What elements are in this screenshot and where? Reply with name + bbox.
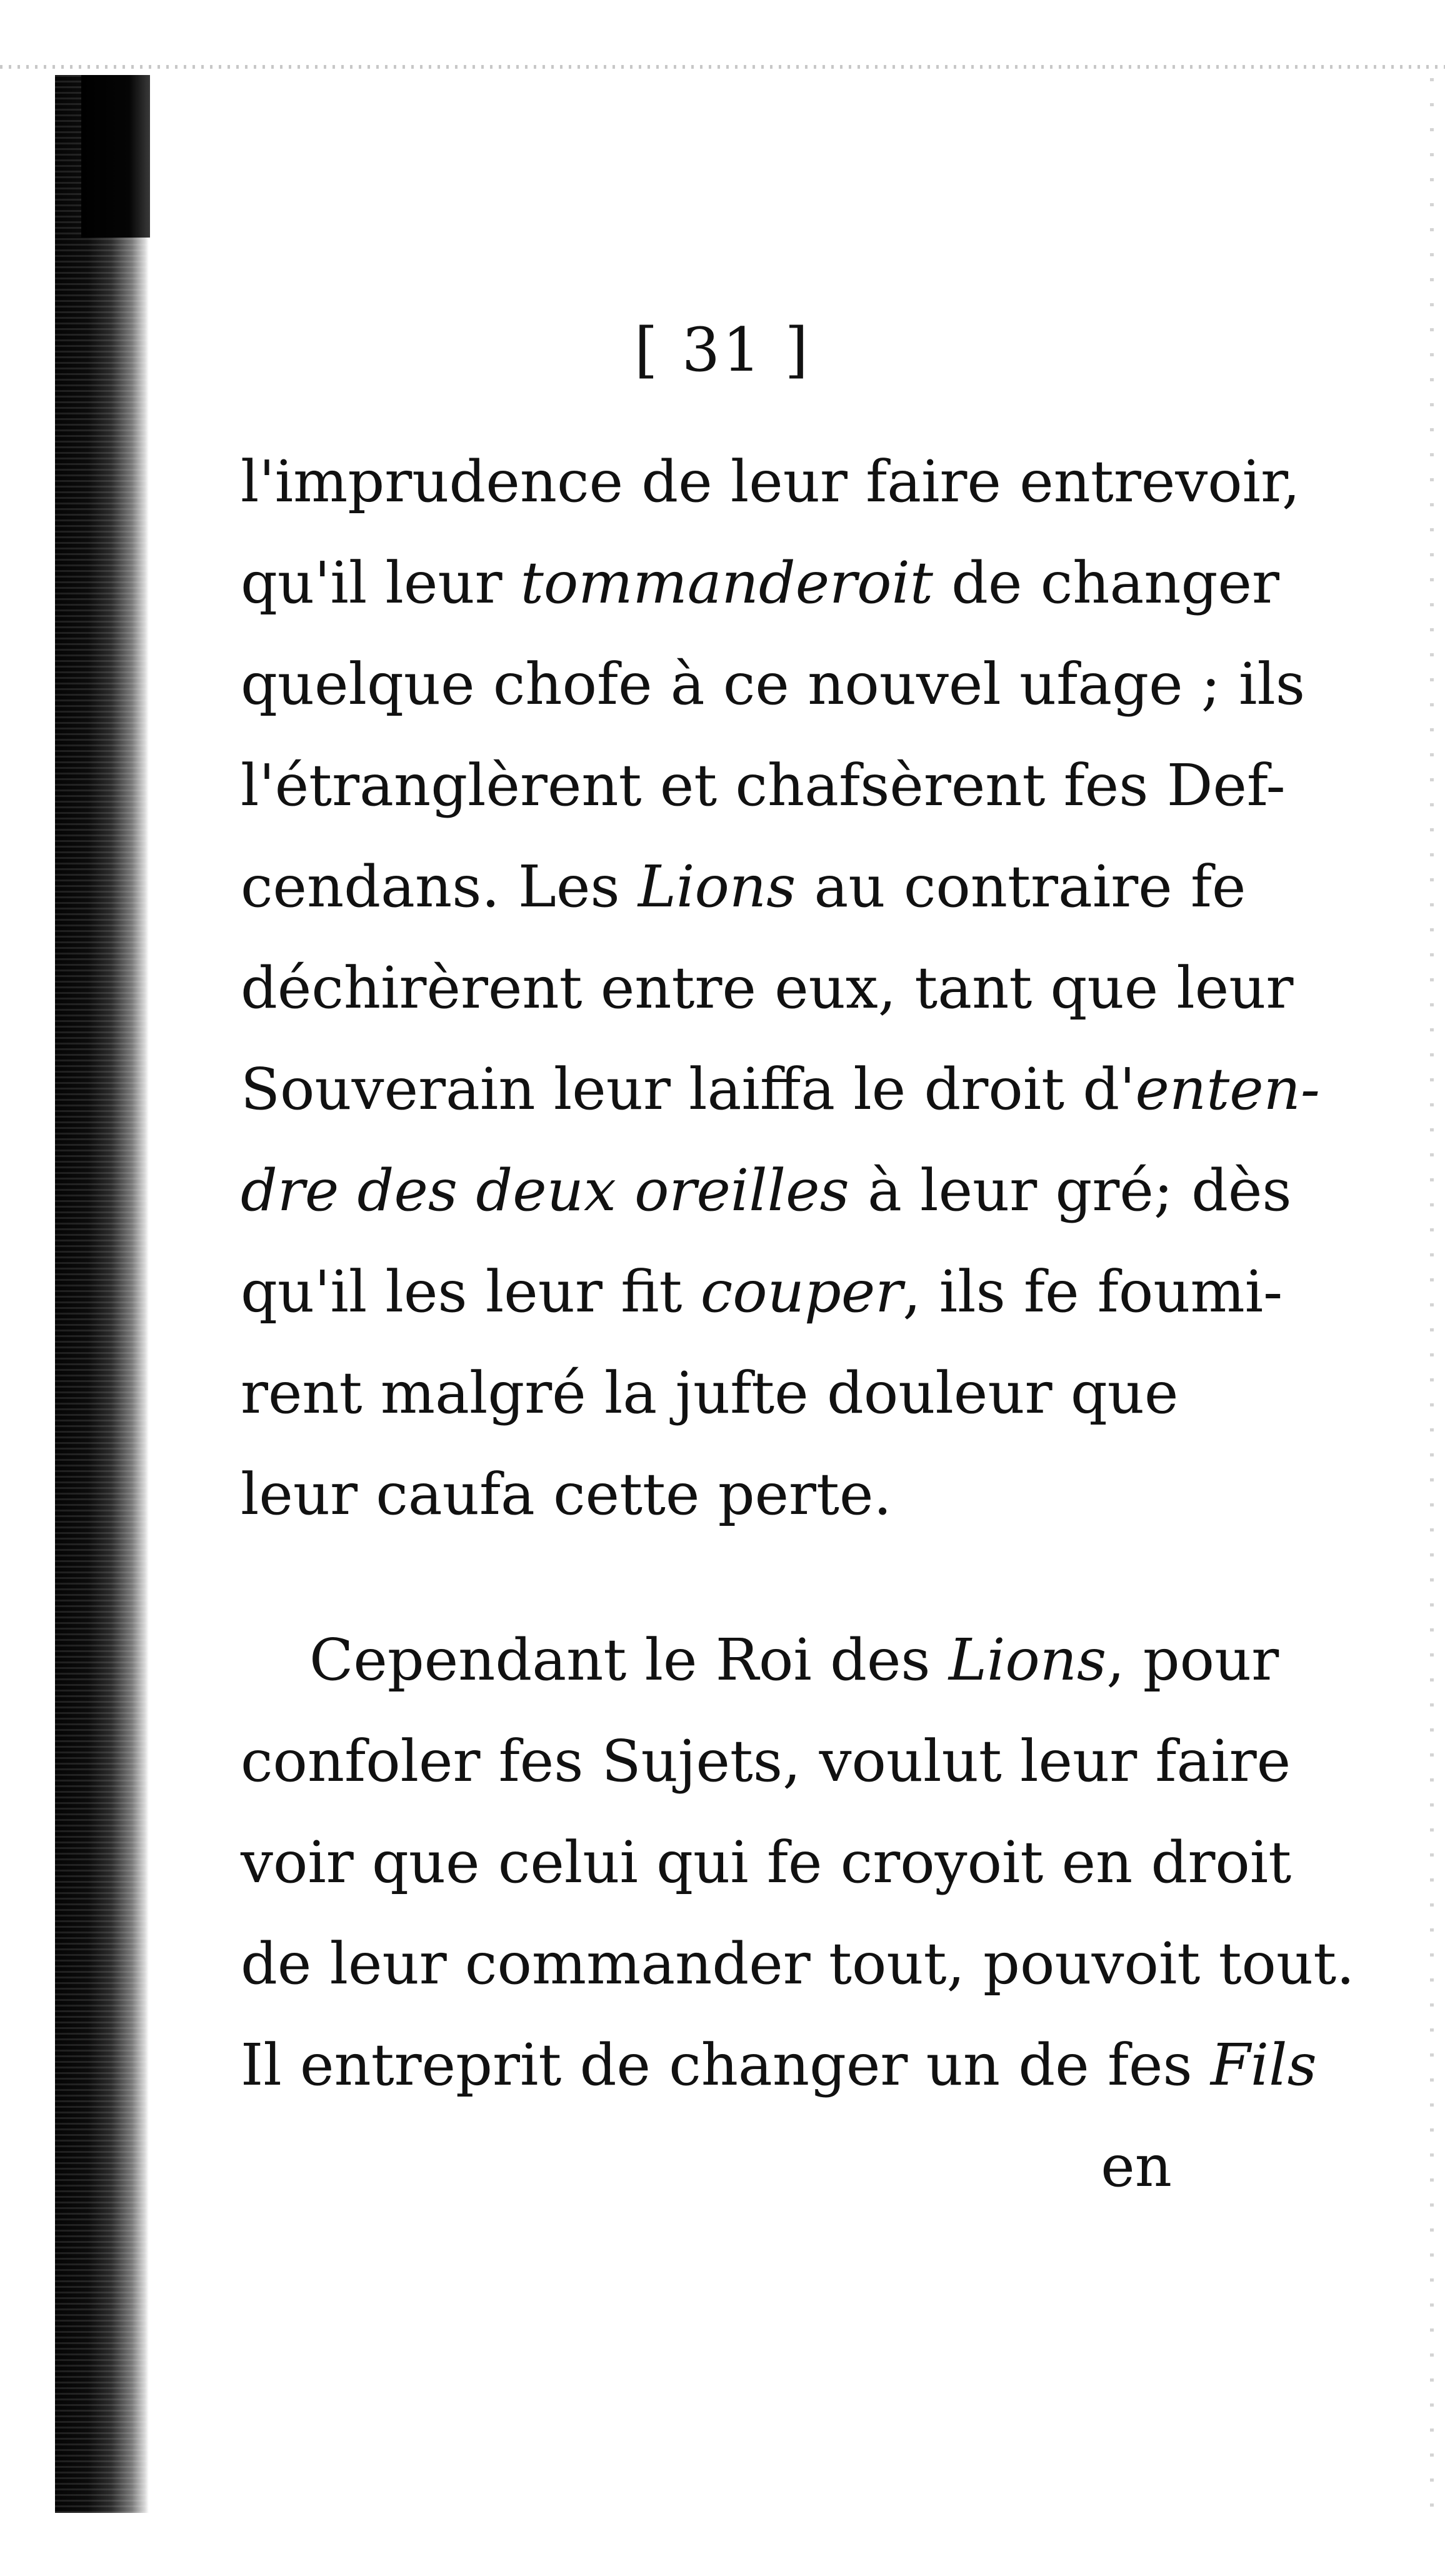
italic-segment: Fils — [1210, 2032, 1317, 2098]
text-segment: voir que celui qui fe croyoit en droit — [241, 1829, 1292, 1896]
italic-segment: couper — [700, 1258, 903, 1325]
italic-segment: dre des deux oreilles — [241, 1157, 849, 1224]
text-segment: Cependant le Roi des — [309, 1626, 949, 1693]
text-segment: qu'il les leur fit — [241, 1258, 701, 1325]
text-line — [241, 1343, 1179, 1444]
paragraph-1 — [241, 431, 1320, 1545]
text-segment: de changer — [932, 549, 1279, 616]
text-line — [241, 1444, 1172, 1545]
text-line — [241, 1610, 1279, 1711]
page-number-header: [ 31 ] — [634, 315, 811, 385]
text-line — [241, 431, 1301, 533]
text-segment: l'étranglèrent et chafsèrent fes Def- — [241, 752, 1286, 819]
text-segment: qu'il leur — [241, 549, 521, 616]
text-segment: l'imprudence de leur faire entrevoir, — [241, 448, 1301, 515]
text-line — [241, 2116, 1172, 2217]
binding-gutter-shadow — [55, 75, 149, 2513]
text-segment: , pour — [1106, 1626, 1279, 1693]
text-line — [241, 1711, 1291, 1812]
text-segment: confoler fes Sujets, voulut leur faire — [241, 1728, 1291, 1795]
text-line — [241, 735, 1286, 836]
italic-segment: enten- — [1135, 1056, 1320, 1123]
text-segment: cendans. Les — [241, 853, 638, 920]
text-segment: en — [1101, 2133, 1172, 2200]
italic-segment: Lions — [948, 1626, 1107, 1693]
text-line — [241, 1913, 1355, 2015]
scan-top-edge — [0, 65, 1445, 69]
text-segment: leur caufa cette perte. — [241, 1461, 892, 1528]
text-segment: , ils fe foumi- — [902, 1258, 1283, 1325]
text-segment: Souverain leur laiffa le droit d' — [241, 1056, 1136, 1123]
text-line — [241, 634, 1306, 735]
text-line — [241, 1241, 1283, 1343]
text-line — [241, 836, 1246, 938]
text-segment: à leur gré; dès — [849, 1157, 1292, 1224]
text-line — [241, 1812, 1292, 1913]
text-segment: Il entreprit de changer un de fes — [241, 2032, 1211, 2098]
text-segment: rent malgré la jufte douleur que — [241, 1360, 1179, 1426]
paragraph-2 — [241, 1610, 1355, 2217]
text-segment: de leur commander tout, pouvoit tout. — [241, 1930, 1355, 1997]
text-segment: déchirèrent entre eux, tant que leur — [241, 955, 1294, 1021]
italic-segment: tommanderoit — [520, 549, 933, 616]
text-line — [241, 1039, 1320, 1140]
text-segment: au contraire fe — [796, 853, 1246, 920]
text-line — [241, 533, 1279, 634]
scan-right-edge — [1430, 69, 1434, 2507]
text-line — [241, 2015, 1317, 2116]
text-line — [241, 1140, 1292, 1241]
text-segment: quelque chofe à ce nouvel ufage ; ils — [241, 651, 1306, 718]
italic-segment: Lions — [638, 853, 796, 920]
binding-gutter-dark — [81, 75, 150, 238]
text-line — [241, 938, 1294, 1039]
